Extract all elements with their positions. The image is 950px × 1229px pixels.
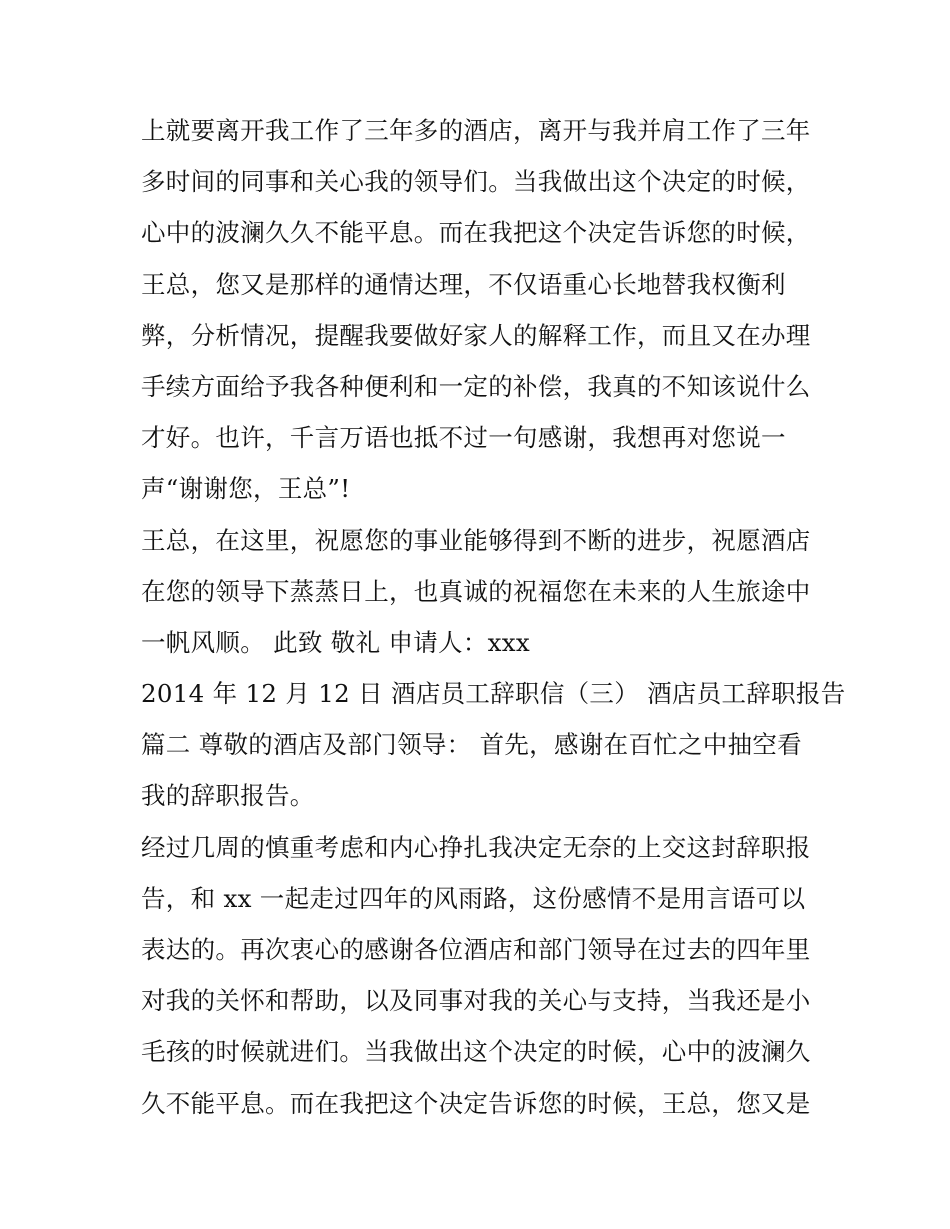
- text-line: 告，和 xx 一起走过四年的风雨路，这份感情不是用言语可以: [141, 883, 806, 913]
- text-line: 心中的波澜久久不能平息。而在我把这个决定告诉您的时候，: [141, 218, 811, 248]
- text-line: 表达的。再次衷心的感谢各位酒店和部门领导在过去的四年里: [141, 935, 811, 964]
- text-line: 上就要离开我工作了三年多的酒店，离开与我并肩工作了三年: [141, 116, 811, 145]
- text-line: 2014 年 12 月 12 日 酒店员工辞职信（三） 酒店员工辞职报告: [141, 679, 846, 709]
- text-line: 弊，分析情况，提醒我要做好家人的解释工作，而且又在办理: [141, 320, 811, 350]
- text-line: 在您的领导下蒸蒸日上，也真诚的祝福您在未来的人生旅途中: [141, 576, 811, 606]
- text-line: 一帆风顺。 此致 敬礼 申请人：xxx: [141, 627, 531, 657]
- text-line: 才好。也许，千言万语也抵不过一句感谢，我想再对您说一: [141, 423, 786, 453]
- text-line: 久不能平息。而在我把这个决定告诉您的时候，王总，您又是: [141, 1088, 811, 1118]
- text-line: 王总，您又是那样的通情达理，不仅语重心长地替我权衡利: [141, 269, 786, 299]
- text-line: 经过几周的慎重考虑和内心挣扎我决定无奈的上交这封辞职报: [141, 832, 811, 862]
- text-line: 王总，在这里，祝愿您的事业能够得到不断的进步，祝愿酒店: [141, 525, 811, 555]
- text-line: 多时间的同事和关心我的领导们。当我做出这个决定的时候，: [141, 167, 811, 197]
- text-line: 毛孩的时候就进们。当我做出这个决定的时候，心中的波澜久: [141, 1037, 811, 1067]
- text-line: 声“谢谢您，王总”!: [141, 474, 351, 504]
- text-line: 我的辞职报告。: [141, 781, 315, 811]
- text-line: 篇二 尊敬的酒店及部门领导： 首先，感谢在百忙之中抽空看: [141, 730, 802, 760]
- body-text: [141, 105, 846, 1129]
- text-line: 对我的关怀和帮助，以及同事对我的关心与支持，当我还是小: [141, 986, 811, 1016]
- text-line: 手续方面给予我各种便利和一定的补偿，我真的不知该说什么: [141, 371, 811, 401]
